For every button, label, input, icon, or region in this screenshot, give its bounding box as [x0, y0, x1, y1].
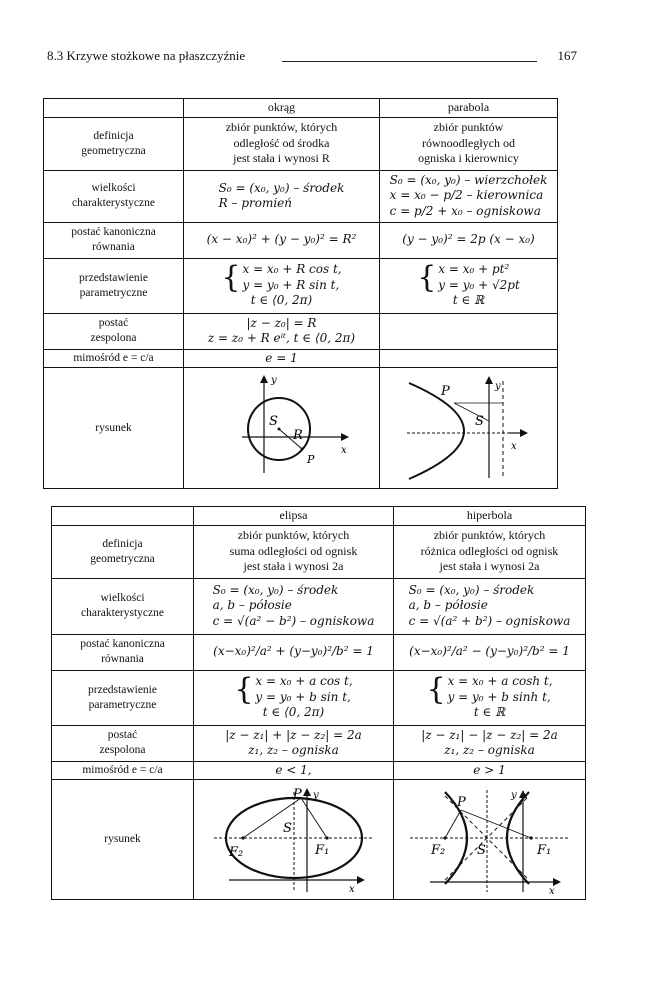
x-axis-arrow [357, 876, 365, 884]
ellipse-quantities: S₀ = (x₀, y₀) – środek a, b – półosie c = √(a² − b²) – ogniskowa [194, 578, 394, 634]
x-label: x [510, 441, 517, 453]
conic-table-ellipse-hyperbola [51, 506, 586, 900]
p-label: P [306, 453, 314, 467]
ellipse-canonical-equation: (x−x₀)²/a² + (y−y₀)²/b² = 1 [194, 634, 394, 670]
y-axis-arrow [303, 788, 311, 796]
y-axis-arrow [485, 376, 493, 384]
x-label: x [548, 885, 555, 896]
ellipse-figure [209, 784, 379, 896]
x-label: x [348, 883, 355, 895]
f1-label: F₁ [314, 842, 329, 858]
focal-radius-2 [445, 810, 461, 838]
hyperbola-canonical-equation: (x−x₀)²/a² − (y−y₀)²/b² = 1 [394, 634, 586, 670]
f2-label: F₂ [430, 842, 445, 858]
parabola-drawing-cell [380, 368, 558, 489]
circle-eccentricity: e = 1 [184, 349, 380, 368]
hyperbola-parametric: { x = x₀ + a cosh t, y = y₀ + b sinh t, t ∈ ℝ [394, 670, 586, 725]
ellipse-eccentricity: e < 1, [194, 761, 394, 780]
focus-1 [325, 836, 328, 839]
page-header [47, 48, 577, 66]
ellipse-drawing-cell [194, 780, 394, 900]
x-axis-arrow [341, 433, 349, 441]
col-header-ellipse: elipsa [194, 507, 394, 526]
x-axis-arrow [520, 429, 528, 437]
circle-figure [207, 373, 357, 483]
row-label-drawing: rysunek [44, 368, 184, 489]
focal-radius-1 [301, 798, 327, 838]
hyperbola-drawing-cell [394, 780, 586, 900]
parabola-parametric: { x = x₀ + pt² y = y₀ + √2pt t ∈ ℝ [380, 258, 558, 313]
left-brace: { [221, 259, 241, 295]
hyperbola-eccentricity: e > 1 [394, 761, 586, 780]
p-label: P [440, 384, 450, 400]
col-header-circle: okrąg [184, 99, 380, 118]
circle-complex-form: |z − z₀| = R z = z₀ + R eⁱᵗ, t ∈ ⟨0, 2π) [184, 313, 380, 349]
p-label: P [456, 794, 466, 810]
left-brace: { [234, 671, 254, 707]
focus-2 [443, 836, 446, 839]
y-label: y [510, 789, 517, 801]
focal-radius-2 [243, 798, 301, 838]
section-title: 8.3 Krzywe stożkowe na płaszczyźnie [47, 48, 246, 63]
ellipse-parametric: { x = x₀ + a cos t, y = y₀ + b sin t, t ∈ ⟨0, 2π) [194, 670, 394, 725]
empty-corner-cell [52, 507, 194, 526]
circle-definition: zbiór punktów, których odległość od środka jest stała i wynosi R [184, 117, 380, 170]
circle-parametric: { x = x₀ + R cos t, y = y₀ + R sin t, t ∈ ⟨0, 2π) [184, 258, 380, 313]
r-label: R [292, 428, 303, 444]
row-label-canonical: postać kanoniczna równania [52, 634, 194, 670]
parabola-curve [409, 383, 464, 479]
y-label: y [312, 789, 319, 801]
row-label-definition: definicja geometryczna [52, 525, 194, 578]
focal-radius-1 [461, 810, 531, 838]
x-label: x [340, 445, 347, 457]
row-label-canonical: postać kanoniczna równania [44, 222, 184, 258]
header-rule [282, 61, 537, 62]
row-label-quantities: wielkości charakterystyczne [44, 170, 184, 222]
parabola-quantities: S₀ = (x₀, y₀) – wierzchołek x = x₀ − p/2 – kierownica c = p/2 + x₀ – ogniskowa [380, 170, 558, 222]
circle-quantities: S₀ = (x₀, y₀) – środek R – promień [184, 170, 380, 222]
parabola-eccentricity [380, 349, 558, 368]
p-label: P [292, 786, 302, 802]
focus-1 [529, 836, 532, 839]
x-axis-arrow [553, 878, 561, 886]
circle-drawing-cell [184, 368, 380, 489]
page-number: 167 [557, 48, 577, 63]
s-label: S [476, 842, 486, 858]
circle-canonical-equation: (x − x₀)² + (y − y₀)² = R² [184, 222, 380, 258]
point-p [300, 448, 303, 451]
row-label-eccentricity: mimośród e = c/a [44, 349, 184, 368]
parabola-definition: zbiór punktów równoodległych od ogniska i kierownicy [380, 117, 558, 170]
row-label-quantities: wielkości charakterystyczne [52, 578, 194, 634]
left-brace: { [426, 671, 446, 707]
y-axis-arrow [260, 375, 268, 383]
y-label: y [270, 375, 277, 387]
f1-label: F₁ [536, 842, 551, 858]
row-label-complex: postać zespolona [44, 313, 184, 349]
f2-label: F₂ [228, 844, 243, 860]
hyperbola-figure [405, 784, 575, 896]
row-label-eccentricity: mimośród e = c/a [52, 761, 194, 780]
y-label: y [494, 381, 501, 393]
hyperbola-definition: zbiór punktów, których różnica odległości od ognisk jest stała i wynosi 2a [394, 525, 586, 578]
col-header-hyperbola: hiperbola [394, 507, 586, 526]
parabola-complex-form [380, 313, 558, 349]
parabola-figure [399, 373, 539, 483]
row-label-parametric: przedstawienie parametryczne [44, 258, 184, 313]
conic-table-circle-parabola [43, 98, 558, 489]
col-header-parabola: parabola [380, 99, 558, 118]
left-brace: { [417, 259, 437, 295]
focus-2 [241, 836, 244, 839]
empty-corner-cell [44, 99, 184, 118]
row-label-definition: definicja geometryczna [44, 117, 184, 170]
ellipse-definition: zbiór punktów, których suma odległości od ognisk jest stała i wynosi 2a [194, 525, 394, 578]
row-label-parametric: przedstawienie parametryczne [52, 670, 194, 725]
row-label-complex: postać zespolona [52, 725, 194, 761]
hyperbola-complex-form: |z − z₁| − |z − z₂| = 2a z₁, z₂ – ogniska [394, 725, 586, 761]
row-label-drawing: rysunek [52, 780, 194, 900]
parabola-canonical-equation: (y − y₀)² = 2p (x − x₀) [380, 222, 558, 258]
hyperbola-quantities: S₀ = (x₀, y₀) – środek a, b – półosie c = √(a² + b²) – ogniskowa [394, 578, 586, 634]
s-label: S [268, 414, 278, 430]
s-label: S [474, 414, 484, 430]
ellipse-complex-form: |z − z₁| + |z − z₂| = 2a z₁, z₂ – ogniska [194, 725, 394, 761]
s-label: S [282, 820, 292, 836]
